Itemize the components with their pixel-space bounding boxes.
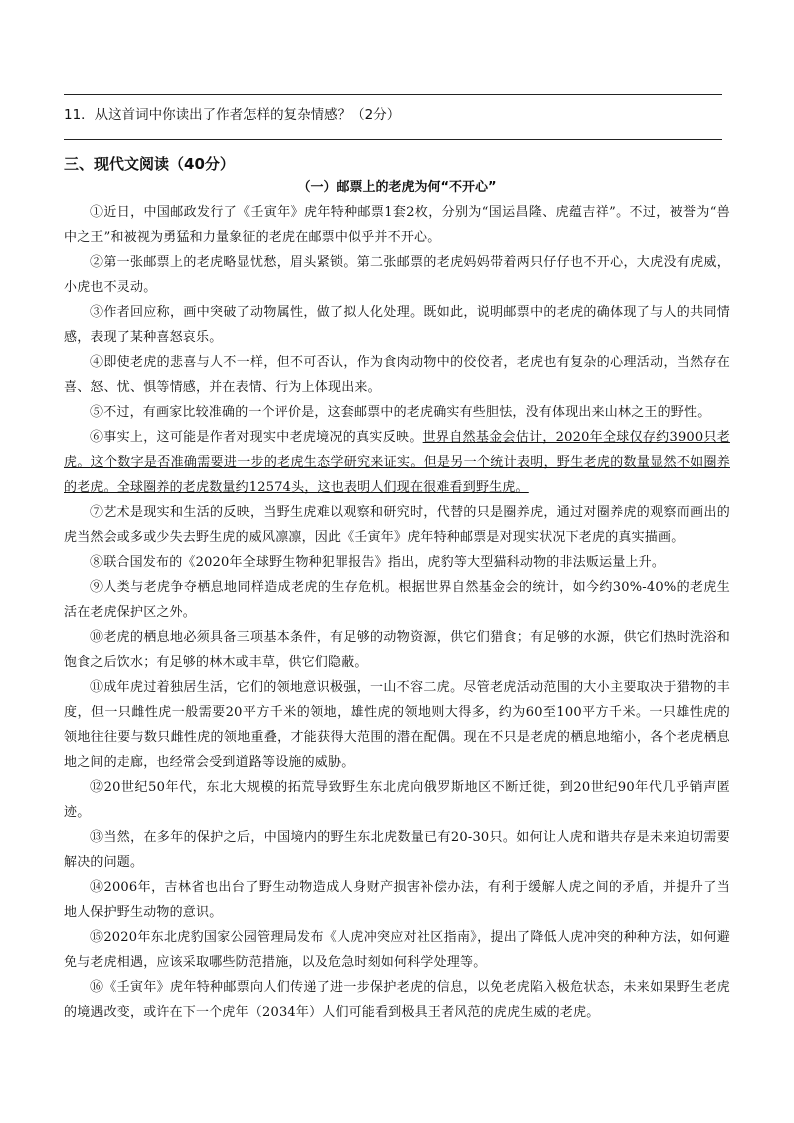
paragraph-4: ④即使老虎的悲喜与人不一样，但不可否认，作为食肉动物中的佼佼者，老虎也有复杂的心理活动，当然存在喜、怒、忧、惧等情感，并在表情、行为上体现出来。 bbox=[64, 355, 730, 395]
question-11: 11．从这首词中你读出了作者怎样的复杂情感？（2分） bbox=[64, 107, 401, 123]
paragraph-6 bbox=[64, 425, 730, 500]
paragraph-6-underlined: 世界自然基金会估计，2020年全球仅存约3900只老虎。这个数字是否准确需要进一步的老虎生态学研究来证实。但是另一个统计表明，野生老虎的数量显然不如圈养的老虎。全球圈养的老虎数量约12574头，这也表明人们现在很难看到野生虎。 bbox=[64, 430, 730, 495]
exam-page bbox=[64, 94, 730, 1025]
paragraph-7: ⑦艺术是现实和生活的反映，当野生虎难以观察和研究时，代替的只是圈养虎，通过对圈养虎的观察而画出的虎当然会或多或少失去野生虎的威风凛凛，因此《壬寅年》虎年特种邮票是对现实状况下老虎的真实描画。 bbox=[64, 505, 730, 545]
paragraph-9: ⑨人类与老虎争夺栖息地同样造成老虎的生存危机。根据世界自然基金会的统计，如今约30%-40%的老虎生活在老虎保护区之外。 bbox=[64, 580, 730, 620]
answer-line bbox=[64, 139, 722, 140]
paragraph-3: ③作者回应称，画中突破了动物属性，做了拟人化处理。既如此，说明邮票中的老虎的确体现了与人的共同情感，表现了某种喜怒哀乐。 bbox=[64, 305, 730, 345]
paragraph-1: ①近日，中国邮政发行了《壬寅年》虎年特种邮票1套2枚，分别为“国运昌隆、虎蕴吉祥”。不过，被誉为“兽中之王”和被视为勇猛和力量象征的老虎在邮票中似乎并不开心。 bbox=[64, 205, 730, 245]
paragraph-11: ⑪成年虎过着独居生活，它们的领地意识极强，一山不容二虎。尽管老虎活动范围的大小主要取决于猎物的丰度，但一只雌性虎一般需要20平方千米的领地，雄性虎的领地则大得多，约为60至100平方千米。一只雄性虎的领地往往要与数只雌性虎的领地重叠，才能获得大范围的潜在配偶。现在不只是老虎的栖息地缩小，各个老虎栖息地之间的走廊，也经常会受到道路等设施的威胁。 bbox=[64, 680, 730, 770]
paragraph-15: ⑮2020年东北虎豹国家公园管理局发布《人虎冲突应对社区指南》，提出了降低人虎冲突的种种方法，如何避免与老虎相遇，应该采取哪些防范措施，以及危急时刻如何科学处理等。 bbox=[64, 930, 730, 970]
paragraph-16: ⑯《壬寅年》虎年特种邮票向人们传递了进一步保护老虎的信息，以免老虎陷入极危状态，未来如果野生老虎的境遇改变，或许在下一个虎年（2034年）人们可能看到极具王者风范的虎虎生威的老虎。 bbox=[64, 980, 730, 1020]
paragraph-5: ⑤不过，有画家比较准确的一个评价是，这套邮票中的老虎确实有些胆怯，没有体现出来山林之王的野性。 bbox=[90, 405, 711, 420]
paragraph-10: ⑩老虎的栖息地必须具备三项基本条件，有足够的动物资源，供它们猎食；有足够的水源，供它们热时洗浴和饱食之后饮水；有足够的林木或丰草，供它们隐蔽。 bbox=[64, 630, 730, 670]
answer-line bbox=[64, 94, 722, 95]
paragraph-12: ⑫20世纪50年代，东北大规模的拓荒导致野生东北虎向俄罗斯地区不断迁徙，到20世纪90年代几乎销声匿迹。 bbox=[64, 780, 730, 820]
paragraph-14: ⑭2006年，吉林省也出台了野生动物造成人身财产损害补偿办法，有利于缓解人虎之间的矛盾，并提升了当地人保护野生动物的意识。 bbox=[64, 880, 730, 920]
paragraph-8: ⑧联合国发布的《2020年全球野生物种犯罪报告》指出，虎豹等大型猫科动物的非法贩运量上升。 bbox=[90, 555, 666, 570]
section-title: 三、现代文阅读（40分） bbox=[64, 155, 235, 173]
paragraph-6-plain: ⑥事实上，这可能是作者对现实中老虎境况的真实反映。 bbox=[90, 430, 423, 445]
paragraph-2: ②第一张邮票上的老虎略显忧愁，眉头紧锁。第二张邮票的老虎妈妈带着两只仔仔也不开心，大虎没有虎威，小虎也不灵动。 bbox=[64, 255, 730, 295]
article-title: （一）邮票上的老虎为何“不开心” bbox=[297, 180, 497, 195]
paragraph-13: ⑬当然，在多年的保护之后，中国境内的野生东北虎数量已有20-30只。如何让人虎和谐共存是未来迫切需要解决的问题。 bbox=[64, 830, 730, 870]
